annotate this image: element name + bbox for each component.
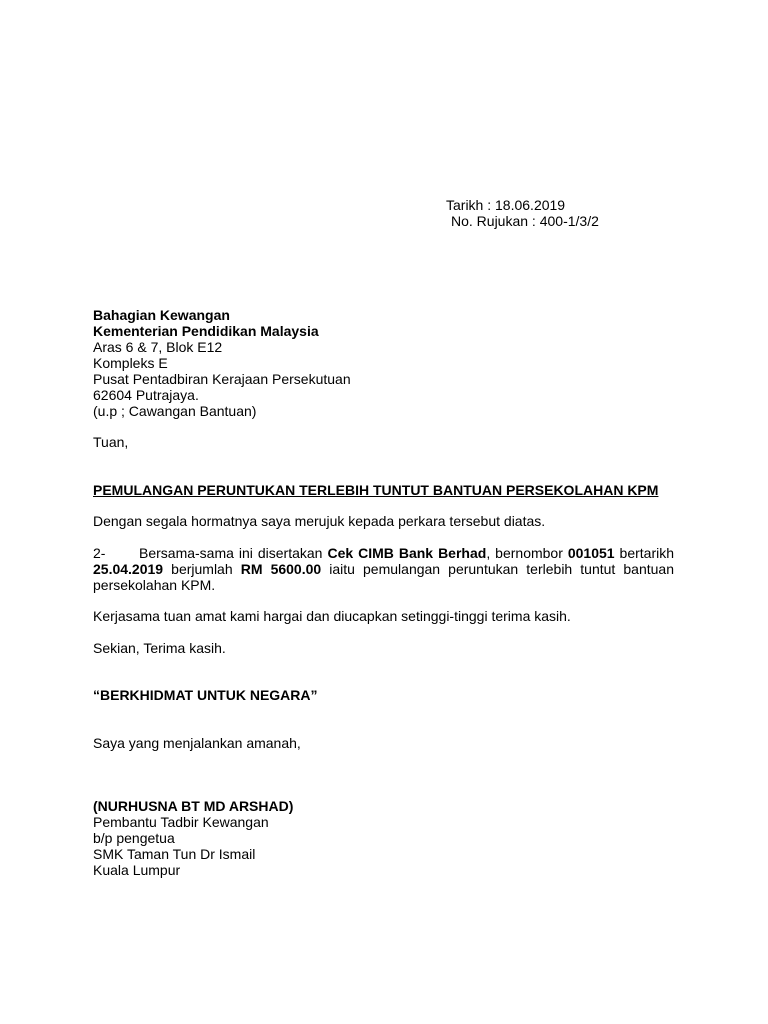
bank-name: Cek CIMB Bank Berhad bbox=[327, 545, 487, 561]
motto: “BERKHIDMAT UNTUK NEGARA” bbox=[93, 687, 318, 703]
address-line: Kompleks E bbox=[93, 355, 168, 371]
paragraph-3: Kerjasama tuan amat kami hargai dan diucapkan setinggi-tinggi terima kasih. bbox=[93, 608, 571, 624]
address-line: Pusat Pentadbiran Kerajaan Persekutuan bbox=[93, 371, 351, 387]
reference-number: No. Rujukan : 400-1/3/2 bbox=[451, 213, 599, 229]
school-name: SMK Taman Tun Dr Ismail bbox=[93, 846, 256, 862]
cheque-date: 25.04.2019 bbox=[93, 561, 164, 577]
school-city: Kuala Lumpur bbox=[93, 862, 181, 878]
cheque-amount: RM 5600.00 bbox=[240, 561, 322, 577]
trust-line: Saya yang menjalankan amanah, bbox=[93, 735, 301, 751]
signatory-position: Pembantu Tadbir Kewangan bbox=[93, 814, 269, 830]
salutation: Tuan, bbox=[93, 434, 129, 450]
recipient-ministry: Kementerian Pendidikan Malaysia bbox=[93, 323, 319, 339]
address-line: Aras 6 & 7, Blok E12 bbox=[93, 339, 223, 355]
paragraph-2: 2- Bersama-sama ini disertakan Cek CIMB Bank Berhad, bernombor 001051 bertarikh 25.04.2019 berjumlah RM 5600.00 iaitu pemulangan peruntukan terlebih tuntut bantuan persekolahan KPM. bbox=[93, 545, 675, 593]
letter-date: Tarikh : 18.06.2019 bbox=[446, 197, 566, 213]
attention-line: (u.p ; Cawangan Bantuan) bbox=[93, 403, 257, 419]
signatory-name: (NURHUSNA BT MD ARSHAD) bbox=[93, 798, 294, 814]
cheque-number: 001051 bbox=[567, 545, 615, 561]
paragraph-1: Dengan segala hormatnya saya merujuk kepada perkara tersebut diatas. bbox=[93, 513, 546, 529]
signatory-behalf: b/p pengetua bbox=[93, 830, 175, 846]
address-line: 62604 Putrajaya. bbox=[93, 387, 199, 403]
paragraph-number: 2- bbox=[93, 545, 106, 561]
closing-line: Sekian, Terima kasih. bbox=[93, 640, 226, 656]
recipient-department: Bahagian Kewangan bbox=[93, 307, 230, 323]
letter-subject: PEMULANGAN PERUNTUKAN TERLEBIH TUNTUT BANTUAN PERSEKOLAHAN KPM bbox=[93, 482, 659, 498]
